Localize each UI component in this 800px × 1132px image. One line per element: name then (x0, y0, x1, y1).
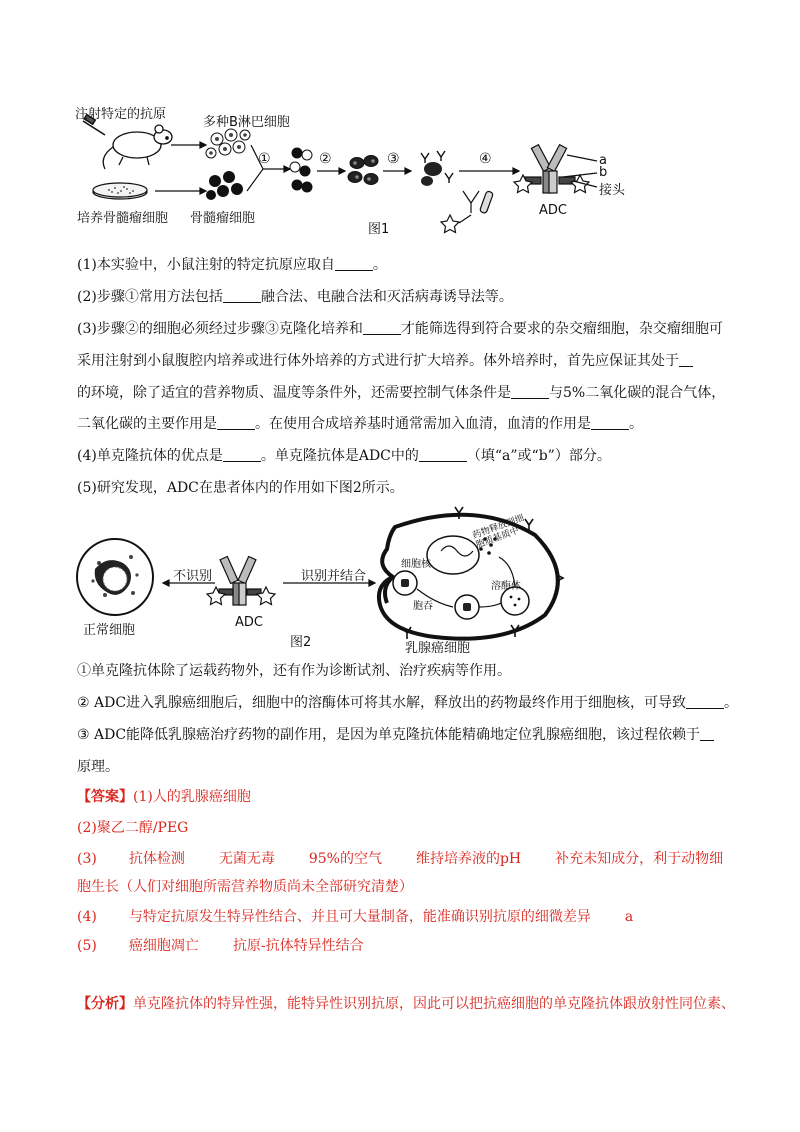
figure-1-title: 图1 (368, 222, 390, 237)
analysis-tag: 【分析】 (77, 996, 133, 1012)
label-adc: ADC (235, 615, 263, 630)
question-1: (1)本实验中，小鼠注射的特定抗原应取自 。 (77, 257, 387, 273)
question-3-line-1: (3)步骤②的细胞必须经过步骤③克隆化培养和 才能筛选得到符合要求的杂交瘤细胞，杂交瘤细胞可 (77, 321, 723, 337)
answer-2: (2)聚乙二醇/PEG (77, 820, 189, 836)
label-cancer-cell: 乳腺癌细胞 (405, 641, 471, 656)
antibody-secreting-cells (421, 151, 453, 186)
sub-question-1: ①单克隆抗体除了运载药物外，还有作为诊断试剂、治疗疾病等作用。 (77, 663, 511, 679)
answer-blank (679, 352, 693, 367)
question-5: (5)研究发现，ADC在患者体内的作用如下图2所示。 (77, 480, 404, 496)
answer-blank (686, 694, 724, 709)
answer-5: (5) 癌细胞凋亡 抗原-抗体特异性结合 (77, 938, 364, 954)
answer-blank (591, 415, 629, 430)
answer-blank (223, 288, 261, 303)
step-4-marker: ④ (479, 151, 492, 167)
petri-dish-icon (93, 183, 147, 199)
answer-tag: 【答案】 (77, 789, 133, 805)
adc-icon (207, 556, 275, 605)
label-myeloma-cells: 骨髓瘤细胞 (190, 211, 256, 226)
label-drug-release: 药物释放到细胞质基质中 (471, 513, 526, 551)
question-2: (2)步骤①常用方法包括 融合法、电融合法和灭活病毒诱导法等。 (77, 289, 513, 305)
question-3-line-3: 的环境，除了适宜的营养物质、温度等条件外，还需要控制气体条件是 与5%二氧化碳的混合气体， (77, 385, 726, 401)
step-3-marker: ③ (387, 151, 400, 167)
label-endocytosis: 胞吞 (413, 601, 433, 612)
label-culture-myeloma: 培养骨髓瘤细胞 (77, 211, 169, 226)
answer-3-line-2: 胞生长（人们对细胞所需营养物质尚未全部研究清楚） (77, 879, 413, 895)
answer-4: (4) 与特定抗原发生特异性结合、并且可大量制备，能准确识别抗原的细微差异 a (77, 909, 634, 925)
step-2-marker: ② (319, 151, 332, 167)
answer-1: 【答案】(1)人的乳腺癌细胞 (77, 789, 251, 805)
label-normal-cell: 正常细胞 (83, 623, 136, 638)
label-b-lymphocytes: 多种B淋巴细胞 (203, 115, 290, 130)
normal-cell (77, 539, 153, 615)
label-a: a (599, 153, 607, 168)
label-b: b (599, 165, 608, 180)
myeloma-cells (206, 171, 243, 200)
answer-blank (335, 256, 373, 271)
analysis: 【分析】单克隆抗体的特异性强，能特异性识别抗原，因此可以把抗癌细胞的单克隆抗体跟放射性同位素、 (77, 996, 735, 1012)
answer-blank (700, 726, 714, 741)
answer-blank (223, 447, 261, 462)
answer-blank (511, 384, 549, 399)
fused-cells (290, 148, 312, 192)
figure-2 (75, 505, 575, 656)
answer-3-line-1: (3) 抗体检测 无菌无毒 95%的空气 维持培养液的pH 补充未知成分，利于动物细 (77, 851, 724, 867)
label-inject-antigen: 注射特定的抗原 (75, 107, 167, 122)
label-nucleus: 细胞核 (401, 559, 431, 570)
figure-1 (75, 95, 645, 240)
question-3-line-2: 采用注射到小鼠腹腔内培养或进行体外培养的方式进行扩大培养。体外培养时，首先应保证其处于 (77, 351, 693, 371)
label-joint: 接头 (599, 183, 626, 198)
question-4: (4)单克隆抗体的优点是 。单克隆抗体是ADC中的 （填“a”或“b”）部分。 (77, 448, 611, 464)
sub-question-3-line-1: ③ ADC能降低乳腺癌治疗药物的副作用，是因为单克隆抗体能精确地定位乳腺癌细胞，该过程依赖于 (77, 725, 714, 745)
sub-question-2: ② ADC进入乳腺癌细胞后，细胞中的溶酶体可将其水解，释放出的药物最终作用于细胞核，可导致 。 (77, 695, 739, 711)
answer-blank (217, 415, 255, 430)
figure-2-title: 图2 (290, 635, 312, 650)
step-1-marker: ① (258, 151, 271, 167)
cancer-cell (379, 507, 563, 639)
sub-question-3-line-2: 原理。 (77, 759, 119, 775)
label-not-recognize: 不识别 (173, 569, 213, 584)
adc-structure (514, 145, 597, 193)
answer-blank (363, 320, 401, 335)
b-lymphocytes (206, 129, 250, 158)
label-adc: ADC (539, 203, 567, 218)
answer-blank (419, 447, 467, 462)
label-lysosome: 溶酶体 (491, 581, 521, 592)
antibody-drug-parts (441, 191, 494, 233)
hybridoma-cells (348, 156, 378, 185)
question-3-line-4: 二氧化碳的主要作用是 。在使用合成培养基时通常需加入血清，血清的作用是 。 (77, 416, 643, 432)
label-recognize-bind: 识别并结合 (301, 569, 367, 584)
mouse-icon (103, 125, 172, 169)
